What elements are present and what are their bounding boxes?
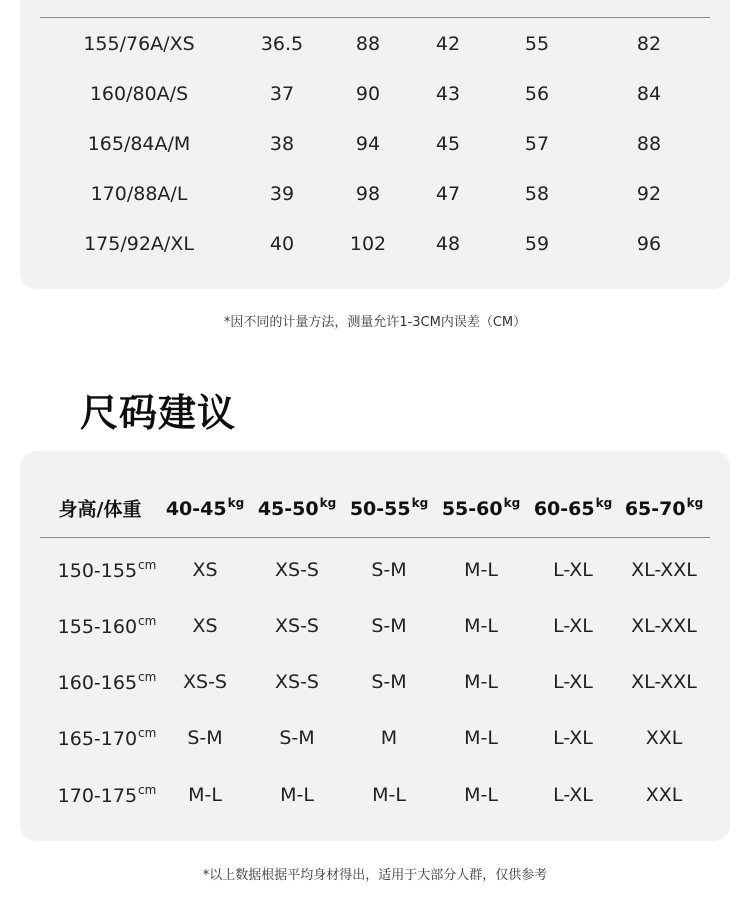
weight-unit: kg xyxy=(411,496,429,510)
height-unit: cm xyxy=(138,558,157,572)
size-cell: L-XL xyxy=(553,671,593,693)
size-cell: L-XL xyxy=(553,559,593,581)
size-cell: L-XL xyxy=(553,727,593,749)
measurement-cell: 47 xyxy=(435,183,461,205)
measurement-cell: 92 xyxy=(636,183,662,205)
measurement-note: *因不同的计量方法，测量允许1-3CM内误差（CM） xyxy=(223,315,527,330)
measurement-cell: 94 xyxy=(355,133,381,155)
weight-unit: kg xyxy=(227,496,245,510)
size-advice-table xyxy=(20,451,730,841)
size-label-cell: 155/76A/XS xyxy=(83,33,195,55)
measurement-cell: 43 xyxy=(435,83,461,105)
measurement-cell: 102 xyxy=(349,233,387,255)
height-row-label xyxy=(58,558,157,582)
measurement-cell: 38 xyxy=(269,133,295,155)
weight-unit: kg xyxy=(319,496,337,510)
height-unit: cm xyxy=(138,726,157,740)
size-cell: S-M xyxy=(371,559,407,581)
size-label-cell: 175/92A/XL xyxy=(84,233,194,255)
measurement-cell: 55 xyxy=(524,33,550,55)
measurement-cell: 88 xyxy=(636,133,662,155)
height-range: 150-155 xyxy=(57,560,138,582)
size-cell: XL-XXL xyxy=(631,671,697,693)
measurement-cell: 59 xyxy=(524,233,550,255)
size-cell: XXL xyxy=(645,727,683,749)
table-header-divider xyxy=(40,17,710,18)
weight-range: 45-50 xyxy=(257,498,319,520)
size-cell: XS-S xyxy=(183,671,227,693)
measurement-cell: 39 xyxy=(269,183,295,205)
size-cell: M-L xyxy=(464,559,498,581)
garment-size-table xyxy=(20,0,730,289)
size-label-cell: 160/80A/S xyxy=(89,83,189,105)
weight-range: 60-65 xyxy=(533,498,595,520)
weight-unit: kg xyxy=(503,496,521,510)
size-label-cell: 170/88A/L xyxy=(90,183,188,205)
weight-header xyxy=(534,496,612,520)
measurement-cell: 37 xyxy=(269,83,295,105)
height-row-label xyxy=(58,670,157,694)
measurement-cell: 57 xyxy=(524,133,550,155)
height-range: 155-160 xyxy=(57,616,138,638)
size-cell: XXL xyxy=(645,784,683,806)
weight-range: 50-55 xyxy=(349,498,411,520)
weight-unit: kg xyxy=(595,496,613,510)
size-cell: XS-S xyxy=(275,559,319,581)
size-cell: L-XL xyxy=(553,615,593,637)
size-cell: S-M xyxy=(279,727,315,749)
measurement-cell: 48 xyxy=(435,233,461,255)
weight-header xyxy=(350,496,428,520)
measurement-cell: 96 xyxy=(636,233,662,255)
height-row-label xyxy=(58,783,157,807)
measurement-cell: 82 xyxy=(636,33,662,55)
measurement-cell: 58 xyxy=(524,183,550,205)
measurement-cell: 36.5 xyxy=(260,33,304,55)
measurement-cell: 84 xyxy=(636,83,662,105)
weight-unit: kg xyxy=(686,496,704,510)
measurement-cell: 90 xyxy=(355,83,381,105)
height-range: 160-165 xyxy=(57,672,138,694)
size-cell: S-M xyxy=(371,615,407,637)
height-row-label xyxy=(58,614,157,638)
size-cell: S-M xyxy=(371,671,407,693)
weight-header xyxy=(166,496,244,520)
weight-header xyxy=(625,496,703,520)
weight-header xyxy=(258,496,336,520)
weight-range: 65-70 xyxy=(624,498,686,520)
advice-note: *以上数据根据平均身材得出，适用于大部分人群，仅供参考 xyxy=(202,868,548,883)
section-title: 尺码建议 xyxy=(80,391,237,435)
size-cell: M-L xyxy=(188,784,222,806)
size-cell: M xyxy=(380,727,398,749)
measurement-cell: 98 xyxy=(355,183,381,205)
size-cell: M-L xyxy=(464,671,498,693)
measurement-cell: 45 xyxy=(435,133,461,155)
size-cell: S-M xyxy=(187,727,223,749)
size-cell: XS-S xyxy=(275,671,319,693)
size-cell: XS-S xyxy=(275,615,319,637)
weight-header xyxy=(442,496,520,520)
weight-range: 40-45 xyxy=(165,498,227,520)
weight-range: 55-60 xyxy=(441,498,503,520)
measurement-cell: 88 xyxy=(355,33,381,55)
size-cell: M-L xyxy=(464,615,498,637)
height-range: 165-170 xyxy=(57,728,138,750)
size-cell: M-L xyxy=(464,784,498,806)
advice-header-divider xyxy=(40,537,710,538)
height-unit: cm xyxy=(138,670,157,684)
measurement-cell: 40 xyxy=(269,233,295,255)
measurement-cell: 56 xyxy=(524,83,550,105)
size-cell: M-L xyxy=(464,727,498,749)
size-cell: L-XL xyxy=(553,784,593,806)
size-cell: M-L xyxy=(280,784,314,806)
height-row-label xyxy=(58,726,157,750)
height-unit: cm xyxy=(138,783,157,797)
size-cell: XS xyxy=(192,559,218,581)
measurement-cell: 42 xyxy=(435,33,461,55)
size-label-cell: 165/84A/M xyxy=(87,133,191,155)
size-cell: XL-XXL xyxy=(631,615,697,637)
size-cell: M-L xyxy=(372,784,406,806)
corner-header: 身高/体重 xyxy=(58,498,142,521)
size-cell: XS xyxy=(192,615,218,637)
height-unit: cm xyxy=(138,614,157,628)
size-cell: XL-XXL xyxy=(631,559,697,581)
height-range: 170-175 xyxy=(57,785,138,807)
